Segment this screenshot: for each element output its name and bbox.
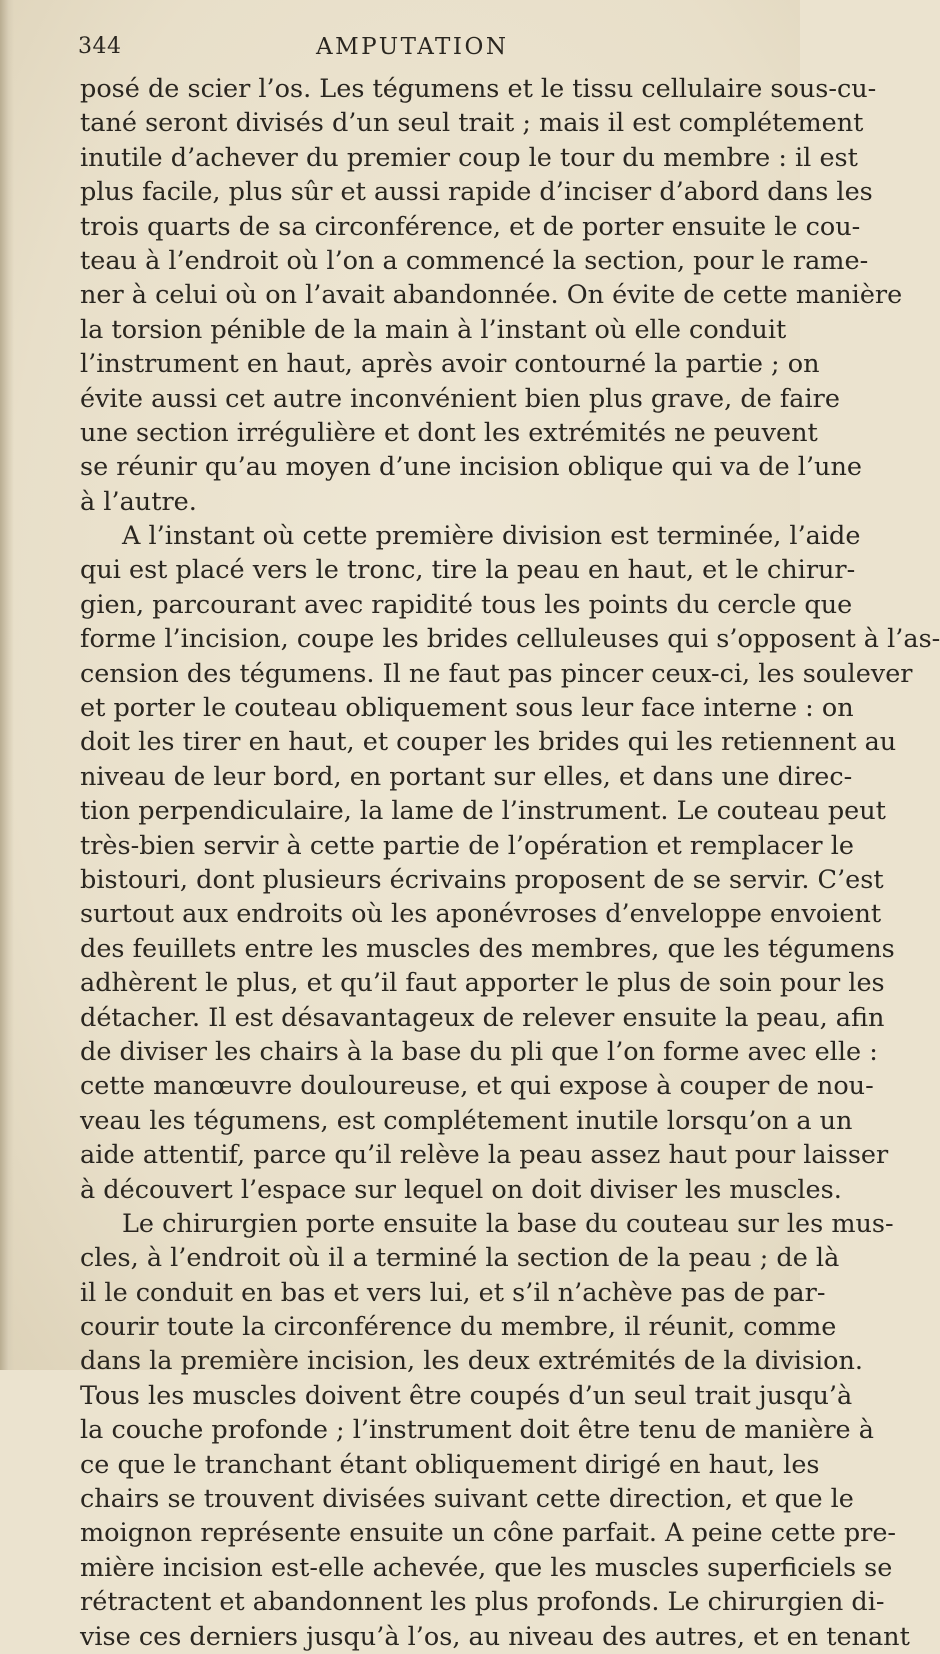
- text-line: très-bien servir à cette partie de l’opération et remplacer le: [80, 830, 854, 861]
- text-line: détacher. Il est désavantageux de relever ensuite la peau, afin: [80, 1002, 885, 1033]
- text-line: évite aussi cet autre inconvénient bien plus grave, de faire: [80, 383, 840, 414]
- text-line: dans la première incision, les deux extrémités de la division.: [80, 1346, 864, 1377]
- text-line: tion perpendiculaire, la lame de l’instrument. Le couteau peut: [80, 796, 886, 827]
- text-line: courir toute la circonférence du membre, il réunit, comme: [80, 1312, 837, 1343]
- text-line: Tous les muscles doivent être coupés d’un seul trait jusqu’à: [80, 1380, 853, 1411]
- running-title: AMPUTATION: [316, 34, 509, 60]
- text-line: aide attentif, parce qu’il relève la peau assez haut pour laisser: [80, 1140, 889, 1171]
- text-line: inutile d’achever du premier coup le tour du membre : il est: [80, 142, 858, 173]
- text-line: une section irrégulière et dont les extrémités ne peuvent: [80, 417, 818, 448]
- page-edge-shadow: [0, 0, 14, 1370]
- text-line: doit les tirer en haut, et couper les brides qui les retiennent au: [80, 727, 897, 758]
- text-line: adhèrent le plus, et qu’il faut apporter le plus de soin pour les: [80, 968, 885, 999]
- text-line: rétractent et abandonnent les plus profonds. Le chirurgien di-: [80, 1587, 885, 1618]
- text-line: se réunir qu’au moyen d’une incision oblique qui va de l’une: [80, 452, 862, 483]
- text-line: tané seront divisés d’un seul trait ; mais il est complétement: [80, 108, 864, 139]
- text-line: vise ces derniers jusqu’à l’os, au niveau des autres, et en tenant: [80, 1621, 910, 1652]
- text-line: mière incision est-elle achevée, que les muscles superficiels se: [80, 1552, 893, 1583]
- text-line: gien, parcourant avec rapidité tous les points du cercle que: [80, 589, 853, 620]
- text-line: ner à celui où on l’avait abandonnée. On évite de cette manière: [80, 280, 903, 311]
- text-line: cles, à l’endroit où il a terminé la section de la peau ; de là: [80, 1243, 840, 1274]
- page-number: 344: [78, 34, 122, 59]
- text-line: des feuillets entre les muscles des membres, que les tégumens: [80, 933, 895, 964]
- text-line: de diviser les chairs à la base du pli que l’on forme avec elle :: [80, 1036, 878, 1067]
- text-line: chairs se trouvent divisées suivant cette direction, et que le: [80, 1484, 854, 1515]
- text-line: il le conduit en bas et vers lui, et s’il n’achève pas de par-: [80, 1277, 826, 1308]
- text-line: surtout aux endroits où les aponévroses d’enveloppe envoient: [80, 899, 882, 930]
- running-head: [78, 34, 748, 70]
- text-line: bistouri, dont plusieurs écrivains proposent de se servir. C’est: [80, 864, 884, 895]
- text-line: qui est placé vers le tronc, tire la peau en haut, et le chirur-: [80, 555, 856, 586]
- text-line: cension des tégumens. Il ne faut pas pincer ceux-ci, les soulever: [80, 658, 913, 689]
- text-line: la couche profonde ; l’instrument doit être tenu de manière à: [80, 1415, 874, 1446]
- text-line: à découvert l’espace sur lequel on doit diviser les muscles.: [80, 1174, 842, 1205]
- text-line: A l’instant où cette première division est terminée, l’aide: [122, 521, 861, 552]
- text-line: cette manœuvre douloureuse, et qui expose à couper de nou-: [80, 1071, 874, 1102]
- text-line: veau les tégumens, est complétement inutile lorsqu’on a un: [80, 1105, 853, 1136]
- text-line: Le chirurgien porte ensuite la base du couteau sur les mus-: [122, 1208, 894, 1239]
- text-line: à l’autre.: [80, 486, 197, 517]
- text-line: moignon représente ensuite un cône parfait. A peine cette pre-: [80, 1518, 897, 1549]
- text-line: teau à l’endroit où l’on a commencé la section, pour le rame-: [80, 245, 869, 276]
- text-line: forme l’incision, coupe les brides celluleuses qui s’opposent à l’as-: [80, 624, 940, 655]
- text-line: l’instrument en haut, après avoir contourné la partie ; on: [80, 349, 820, 380]
- text-line: trois quarts de sa circonférence, et de porter ensuite le cou-: [80, 211, 861, 242]
- text-line: niveau de leur bord, en portant sur elles, et dans une direc-: [80, 761, 853, 792]
- text-line: et porter le couteau obliquement sous leur face interne : on: [80, 693, 854, 724]
- text-line: plus facile, plus sûr et aussi rapide d’inciser d’abord dans les: [80, 177, 873, 208]
- text-line: la torsion pénible de la main à l’instant où elle conduit: [80, 314, 787, 345]
- text-line: ce que le tranchant étant obliquement dirigé en haut, les: [80, 1449, 820, 1480]
- text-line: posé de scier l’os. Les tégumens et le tissu cellulaire sous-cu-: [80, 74, 877, 104]
- body-text: [80, 72, 940, 1654]
